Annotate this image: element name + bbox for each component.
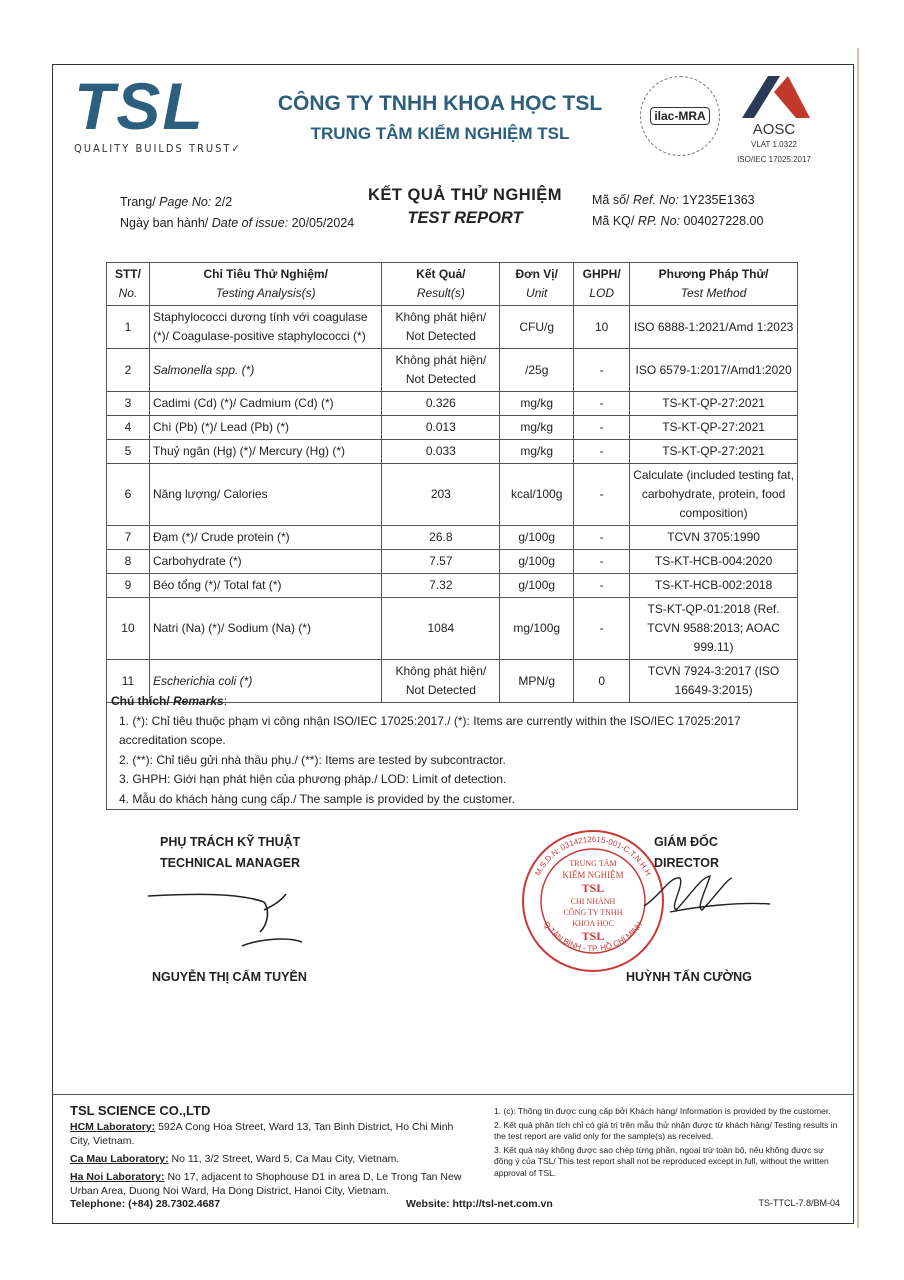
row-no: 5	[107, 440, 150, 464]
row-result: Không phát hiện/ Not Detected	[382, 660, 500, 703]
row-no: 7	[107, 526, 150, 550]
logo-text: TSL	[74, 69, 205, 143]
aosc-vlat: VLAT 1.0322	[751, 140, 797, 149]
footer-divider	[52, 1094, 854, 1095]
table-row	[107, 464, 798, 526]
row-method: TS-KT-QP-27:2021	[630, 416, 798, 440]
row-no: 3	[107, 392, 150, 416]
row-no: 8	[107, 550, 150, 574]
row-result: 0.033	[382, 440, 500, 464]
row-unit: CFU/g	[500, 306, 574, 349]
technical-manager-name: NGUYỄN THỊ CẨM TUYỀN	[152, 970, 307, 984]
row-analysis: Béo tổng (*)/ Total fat (*)	[149, 574, 382, 598]
header-analysis: Chỉ Tiêu Thử Nghiệm/ Testing Analysis(s)	[149, 263, 382, 306]
report-meta-left	[120, 192, 354, 234]
row-unit: g/100g	[500, 526, 574, 550]
footer-notes	[494, 1106, 839, 1181]
svg-text:TSL: TSL	[581, 929, 605, 943]
row-unit: kcal/100g	[500, 464, 574, 526]
row-result: 7.32	[382, 574, 500, 598]
row-method: ISO 6579-1:2017/Amd1:2020	[630, 349, 798, 392]
remarks-list	[111, 712, 793, 810]
row-method: TS-KT-QP-01:2018 (Ref. TCVN 9588:2013; AOAC 999.11)	[630, 598, 798, 660]
report-meta-right	[592, 190, 763, 232]
footer-company: TSL SCIENCE CO.,LTD	[70, 1103, 211, 1118]
row-unit: g/100g	[500, 574, 574, 598]
row-lod: -	[574, 598, 630, 660]
issue-date: Ngày ban hành/ Date of issue: 20/05/2024	[120, 216, 355, 230]
row-method: TS-KT-QP-27:2021	[630, 392, 798, 416]
row-no: 9	[107, 574, 150, 598]
row-analysis: Năng lượng/ Calories	[149, 464, 382, 526]
svg-text:CÔNG TY TNHH: CÔNG TY TNHH	[563, 908, 623, 917]
footer-addresses	[70, 1104, 470, 1202]
table-row	[107, 349, 798, 392]
table-header-row	[107, 263, 798, 306]
row-result: 203	[382, 464, 500, 526]
header-method: Phương Pháp Thử/ Test Method	[630, 263, 798, 306]
row-result: 7.57	[382, 550, 500, 574]
table-row	[107, 598, 798, 660]
row-analysis: Staphylococci dương tính với coagulase (*)/ Coagulase-positive staphylococci (*)	[149, 306, 382, 349]
footer-website[interactable]: Website: http://tsl-net.com.vn	[406, 1198, 553, 1210]
header-unit: Đơn Vị/ Unit	[500, 263, 574, 306]
row-method: Calculate (included testing fat, carbohydrate, protein, food composition)	[630, 464, 798, 526]
row-method: TCVN 7924-3:2017 (ISO 16649-3:2015)	[630, 660, 798, 703]
page-number: Trang/ Page No: 2/2	[120, 195, 233, 209]
form-code: TS-TTCL-7.8/BM-04	[758, 1198, 840, 1208]
row-method: TS-KT-QP-27:2021	[630, 440, 798, 464]
table-row	[107, 416, 798, 440]
remark-item: 4. Mẫu do khách hàng cung cấp./ The sample is provided by the customer.	[119, 791, 516, 806]
technical-manager-role-vi: PHỤ TRÁCH KỸ THUẬT	[160, 835, 301, 849]
ilac-label: ilac-MRA	[650, 107, 709, 125]
row-result: 0.326	[382, 392, 500, 416]
row-analysis: Cadimi (Cd) (*)/ Cadmium (Cd) (*)	[149, 392, 382, 416]
technical-manager-signature-icon	[146, 880, 316, 960]
technical-manager-role-en: TECHNICAL MANAGER	[160, 856, 301, 870]
remark-item: 3. GHPH: Giới hạn phát hiện của phương pháp./ LOD: Limit of detection.	[119, 772, 507, 786]
company-logo	[74, 69, 242, 155]
hcm-address: HCM Laboratory: 592A Cong Hoa Street, Ward 13, Tan Binh District, Ho Chi Minh City, Vietnam.	[70, 1121, 454, 1147]
row-method: TS-KT-HCB-002:2018	[630, 574, 798, 598]
row-analysis: Escherichia coli (*)	[149, 660, 382, 703]
director-signature-icon	[640, 866, 780, 926]
row-lod: 0	[574, 660, 630, 703]
table-row	[107, 526, 798, 550]
report-title	[360, 186, 570, 228]
row-result: Không phát hiện/ Not Detected	[382, 306, 500, 349]
row-unit: mg/kg	[500, 416, 574, 440]
aosc-iso: ISO/IEC 17025:2017	[737, 155, 811, 164]
svg-text:TSL: TSL	[581, 881, 605, 895]
svg-text:TRUNG TÂM: TRUNG TÂM	[569, 859, 617, 868]
table-row	[107, 550, 798, 574]
center-name: TRUNG TÂM KIỂM NGHIỆM TSL	[310, 124, 570, 143]
row-no: 6	[107, 464, 150, 526]
svg-text:KHOA HỌC: KHOA HỌC	[572, 919, 614, 928]
row-lod: -	[574, 392, 630, 416]
row-method: ISO 6888-1:2021/Amd 1:2023	[630, 306, 798, 349]
header-result: Kết Quả/ Result(s)	[382, 263, 500, 306]
row-unit: mg/100g	[500, 598, 574, 660]
page-edge-line	[857, 48, 859, 1228]
row-no: 1	[107, 306, 150, 349]
row-analysis: Đạm (*)/ Crude protein (*)	[149, 526, 382, 550]
remarks-box	[106, 690, 798, 810]
director-name: HUỲNH TẤN CƯỜNG	[626, 970, 752, 984]
remarks-title: Chú thích/ Remarks:	[111, 694, 228, 708]
row-analysis: Chì (Pb) (*)/ Lead (Pb) (*)	[149, 416, 382, 440]
aosc-label: AOSC	[752, 121, 796, 138]
camau-address: Ca Mau Laboratory: No 11, 3/2 Street, Ward 5, Ca Mau City, Vietnam.	[70, 1153, 400, 1165]
rp-number: Mã KQ/ RP. No: 004027228.00	[592, 214, 764, 228]
row-lod: -	[574, 440, 630, 464]
table-row	[107, 306, 798, 349]
technical-manager-block	[160, 832, 300, 874]
row-method: TCVN 3705:1990	[630, 526, 798, 550]
row-unit: mg/kg	[500, 440, 574, 464]
row-result: 26.8	[382, 526, 500, 550]
row-no: 2	[107, 349, 150, 392]
results-table	[106, 262, 798, 703]
company-name: CÔNG TY TNHH KHOA HỌC TSL	[277, 92, 603, 115]
report-title-vi: KẾT QUẢ THỬ NGHIỆM	[367, 186, 563, 204]
row-analysis: Thuỷ ngân (Hg) (*)/ Mercury (Hg) (*)	[149, 440, 382, 464]
hanoi-address: Ha Noi Laboratory: No 17, adjacent to Shophouse D1 in area D, Le Trong Tan New Urban Area, Duong Noi Ward, Ha Dong District, Hanoi City, Vietnam.	[70, 1171, 462, 1197]
header-lod: GHPH/ LOD	[574, 263, 630, 306]
row-analysis: Carbohydrate (*)	[149, 550, 382, 574]
svg-text:KIỂM NGHIỆM: KIỂM NGHIỆM	[562, 870, 624, 880]
row-unit: g/100g	[500, 550, 574, 574]
row-lod: -	[574, 574, 630, 598]
row-result: Không phát hiện/ Not Detected	[382, 349, 500, 392]
row-analysis: Salmonella spp. (*)	[149, 349, 382, 392]
header-no: STT/ No.	[107, 263, 150, 306]
row-unit: MPN/g	[500, 660, 574, 703]
row-lod: -	[574, 550, 630, 574]
row-no: 11	[107, 660, 150, 703]
row-lod: -	[574, 526, 630, 550]
row-result: 1084	[382, 598, 500, 660]
row-no: 4	[107, 416, 150, 440]
footer-telephone: Telephone: (+84) 28.7302.4687	[70, 1198, 221, 1210]
footer-note: 1. (c): Thông tin được cung cấp bởi Khách hàng/ Information is provided by the customer.	[494, 1106, 831, 1116]
table-row	[107, 392, 798, 416]
svg-text:Q.TÂN BÌNH - TP. HỒ CHÍ MINH: Q.TÂN BÌNH - TP. HỒ CHÍ MINH	[541, 920, 645, 954]
row-unit: mg/kg	[500, 392, 574, 416]
remark-item: 2. (**): Chỉ tiêu gửi nhà thầu phụ./ (**): Items are tested by subcontractor.	[119, 752, 506, 767]
row-no: 10	[107, 598, 150, 660]
svg-text:M.S.D.N: 0314212615-001-C.T.N.: M.S.D.N: 0314212615-001-C.T.N.H.H	[533, 834, 653, 878]
row-lod: -	[574, 349, 630, 392]
footer-note: 2. Kết quả phân tích chỉ có giá trị trên mẫu thử nhận được từ khách hàng/ Testing results in the test report are valid only for the sample(s) as received.	[494, 1119, 838, 1141]
director-role-en: DIRECTOR	[654, 856, 720, 870]
director-role-vi: GIÁM ĐỐC	[654, 835, 718, 849]
svg-text:CHI NHÁNH: CHI NHÁNH	[570, 897, 616, 906]
logo-tagline: QUALITY BUILDS TRUST✓	[74, 142, 242, 155]
row-lod: -	[574, 464, 630, 526]
row-unit: /25g	[500, 349, 574, 392]
row-lod: -	[574, 416, 630, 440]
row-analysis: Natri (Na) (*)/ Sodium (Na) (*)	[149, 598, 382, 660]
table-row	[107, 440, 798, 464]
row-method: TS-KT-HCB-004:2020	[630, 550, 798, 574]
report-title-en: TEST REPORT	[407, 209, 523, 227]
company-heading	[250, 92, 630, 144]
row-lod: 10	[574, 306, 630, 349]
footer-note: 3. Kết quả này không được sao chép từng phần, ngoại trừ toàn bộ, nếu không được sự đồng ý của TSL/ This test report shall not be reproduced except in full, without the written approval of TSL.	[494, 1144, 829, 1178]
aosc-mark-icon	[734, 72, 814, 122]
remark-item: 1. (*): Chỉ tiêu thuộc phạm vi công nhận ISO/IEC 17025:2017./ (*): Items are currently within the ISO/IEC 17025:2017 accreditation scope.	[119, 713, 741, 747]
aosc-logo	[724, 72, 824, 164]
ilac-mra-logo	[640, 76, 720, 156]
table-row	[107, 574, 798, 598]
ref-number: Mã số/ Ref. No: 1Y235E1363	[592, 193, 755, 207]
row-result: 0.013	[382, 416, 500, 440]
